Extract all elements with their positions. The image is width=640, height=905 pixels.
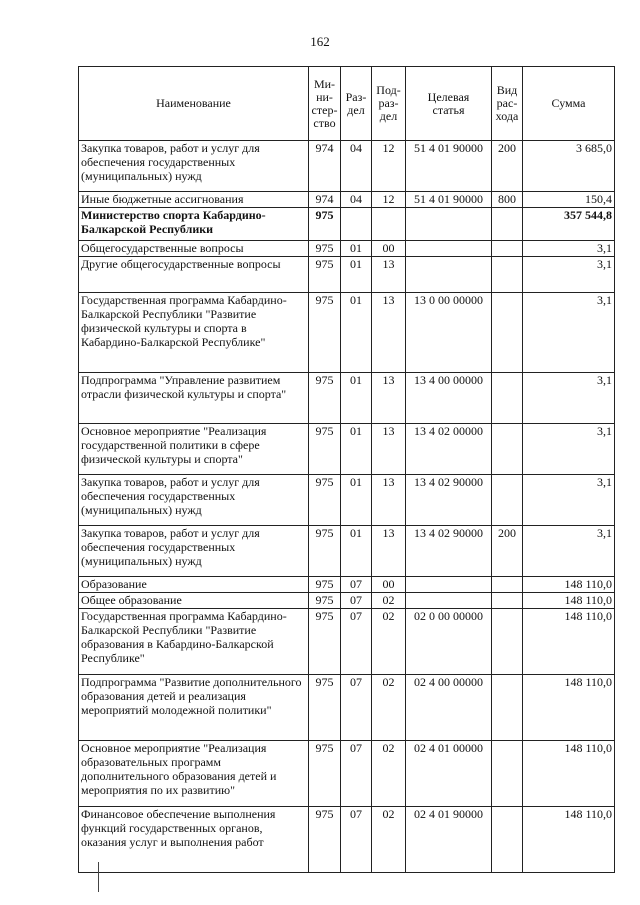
cell-target [406, 241, 492, 257]
cell-section [341, 208, 372, 241]
cell-section: 01 [341, 293, 372, 373]
header-amount: Сумма [523, 67, 615, 141]
cell-amount: 3,1 [523, 526, 615, 577]
cell-subsection: 12 [372, 192, 406, 208]
cell-target: 02 0 00 00000 [406, 609, 492, 675]
cell-ministry: 975 [309, 741, 341, 807]
cell-amount: 148 110,0 [523, 593, 615, 609]
cell-target: 13 4 02 90000 [406, 475, 492, 526]
cell-expense-type [492, 741, 523, 807]
cell-ministry: 975 [309, 373, 341, 424]
cell-ministry: 974 [309, 141, 341, 192]
cell-expense-type [492, 241, 523, 257]
cell-subsection: 02 [372, 675, 406, 741]
header-name: Наименование [79, 67, 309, 141]
cell-section: 01 [341, 257, 372, 293]
cell-amount: 150,4 [523, 192, 615, 208]
cell-expense-type [492, 577, 523, 593]
table-row [79, 475, 615, 526]
cell-subsection: 02 [372, 741, 406, 807]
cell-name: Государственная программа Кабардино-Балкарской Республики "Развитие физической культуры и спорта в Кабардино-Балкарской Республике" [79, 293, 309, 373]
cell-ministry: 975 [309, 593, 341, 609]
cell-section: 07 [341, 807, 372, 873]
table-row [79, 609, 615, 675]
cell-expense-type [492, 373, 523, 424]
cell-ministry: 975 [309, 257, 341, 293]
cell-target [406, 593, 492, 609]
cell-section: 04 [341, 192, 372, 208]
cell-expense-type: 200 [492, 141, 523, 192]
cell-subsection: 02 [372, 807, 406, 873]
cell-expense-type [492, 609, 523, 675]
cell-name: Закупка товаров, работ и услуг для обеспечения государственных (муниципальных) нужд [79, 475, 309, 526]
table-row [79, 807, 615, 873]
cell-name: Закупка товаров, работ и услуг для обеспечения государственных (муниципальных) нужд [79, 526, 309, 577]
header-subsection: Под- раз- дел [372, 67, 406, 141]
cell-subsection: 13 [372, 257, 406, 293]
cell-name: Образование [79, 577, 309, 593]
header-target: Целевая статья [406, 67, 492, 141]
cell-name: Государственная программа Кабардино-Балкарской Республики "Развитие образования в Кабардино-Балкарской Республике" [79, 609, 309, 675]
cell-ministry: 975 [309, 241, 341, 257]
table-row [79, 373, 615, 424]
cell-subsection: 13 [372, 424, 406, 475]
cell-name: Основное мероприятие "Реализация образовательных программ дополнительного образования детей и мероприятия по их развитию" [79, 741, 309, 807]
cell-ministry: 975 [309, 609, 341, 675]
cell-target [406, 257, 492, 293]
cell-amount: 148 110,0 [523, 807, 615, 873]
cell-subsection: 13 [372, 373, 406, 424]
cell-expense-type [492, 293, 523, 373]
cell-target: 13 4 02 00000 [406, 424, 492, 475]
cell-ministry: 975 [309, 807, 341, 873]
cell-amount: 3,1 [523, 424, 615, 475]
cell-section: 01 [341, 241, 372, 257]
cell-expense-type: 200 [492, 526, 523, 577]
cell-expense-type [492, 675, 523, 741]
cell-expense-type [492, 208, 523, 241]
cell-ministry: 975 [309, 526, 341, 577]
cell-section: 01 [341, 526, 372, 577]
header-row [79, 67, 615, 141]
cell-amount: 148 110,0 [523, 577, 615, 593]
cell-section: 07 [341, 741, 372, 807]
cell-name: Финансовое обеспечение выполнения функций государственных органов, оказания услуг и выполнения работ [79, 807, 309, 873]
cell-amount: 3 685,0 [523, 141, 615, 192]
cell-ministry: 974 [309, 192, 341, 208]
cell-target: 02 4 01 00000 [406, 741, 492, 807]
cell-section: 01 [341, 475, 372, 526]
table-row [79, 675, 615, 741]
cell-target: 13 4 02 90000 [406, 526, 492, 577]
cell-section: 01 [341, 424, 372, 475]
cell-expense-type: 800 [492, 192, 523, 208]
table-row [79, 424, 615, 475]
cell-ministry: 975 [309, 293, 341, 373]
cell-expense-type [492, 807, 523, 873]
cell-amount: 3,1 [523, 293, 615, 373]
cell-ministry: 975 [309, 208, 341, 241]
cell-amount: 357 544,8 [523, 208, 615, 241]
cell-expense-type [492, 475, 523, 526]
cell-subsection: 12 [372, 141, 406, 192]
cell-ministry: 975 [309, 424, 341, 475]
cell-expense-type [492, 257, 523, 293]
cell-section: 07 [341, 609, 372, 675]
table-row [79, 257, 615, 293]
cell-amount: 3,1 [523, 475, 615, 526]
table-row [79, 241, 615, 257]
cell-target: 13 4 00 00000 [406, 373, 492, 424]
page-number: 162 [310, 34, 330, 49]
cell-subsection: 00 [372, 577, 406, 593]
cell-section: 07 [341, 593, 372, 609]
table-row [79, 208, 615, 241]
table-row [79, 526, 615, 577]
cell-expense-type [492, 424, 523, 475]
cell-section: 07 [341, 577, 372, 593]
cell-section: 04 [341, 141, 372, 192]
header-ministry: Ми- ни- стер- ство [309, 67, 341, 141]
cell-subsection: 13 [372, 293, 406, 373]
cell-amount: 148 110,0 [523, 609, 615, 675]
table-row [79, 293, 615, 373]
cell-name: Основное мероприятие "Реализация государственной политики в сфере физической культуры и спорта" [79, 424, 309, 475]
cell-name: Иные бюджетные ассигнования [79, 192, 309, 208]
cell-subsection: 13 [372, 475, 406, 526]
cell-ministry: 975 [309, 675, 341, 741]
cell-subsection: 02 [372, 593, 406, 609]
cell-name: Другие общегосударственные вопросы [79, 257, 309, 293]
cell-expense-type [492, 593, 523, 609]
cell-ministry: 975 [309, 475, 341, 526]
cell-name: Подпрограмма "Развитие дополнительного образования детей и реализация мероприятий молодежной политики" [79, 675, 309, 741]
cell-subsection: 02 [372, 609, 406, 675]
table-row [79, 141, 615, 192]
cell-amount: 3,1 [523, 373, 615, 424]
cell-name: Общее образование [79, 593, 309, 609]
header-section: Раз- дел [341, 67, 372, 141]
margin-mark [98, 862, 99, 892]
cell-target [406, 577, 492, 593]
table-row [79, 593, 615, 609]
cell-ministry: 975 [309, 577, 341, 593]
table-row [79, 741, 615, 807]
cell-name: Министерство спорта Кабардино-Балкарской Республики [79, 208, 309, 241]
table-row [79, 577, 615, 593]
cell-section: 07 [341, 675, 372, 741]
cell-target [406, 208, 492, 241]
cell-subsection [372, 208, 406, 241]
cell-target: 51 4 01 90000 [406, 192, 492, 208]
cell-name: Подпрограмма "Управление развитием отрасли физической культуры и спорта" [79, 373, 309, 424]
cell-amount: 3,1 [523, 241, 615, 257]
cell-target: 02 4 01 90000 [406, 807, 492, 873]
cell-target: 02 4 00 00000 [406, 675, 492, 741]
cell-amount: 148 110,0 [523, 675, 615, 741]
cell-target: 51 4 01 90000 [406, 141, 492, 192]
cell-target: 13 0 00 00000 [406, 293, 492, 373]
cell-section: 01 [341, 373, 372, 424]
cell-name: Общегосударственные вопросы [79, 241, 309, 257]
cell-subsection: 13 [372, 526, 406, 577]
cell-subsection: 00 [372, 241, 406, 257]
cell-amount: 3,1 [523, 257, 615, 293]
cell-amount: 148 110,0 [523, 741, 615, 807]
cell-name: Закупка товаров, работ и услуг для обеспечения государственных (муниципальных) нужд [79, 141, 309, 192]
header-expense-type: Вид рас- хода [492, 67, 523, 141]
budget-table [78, 66, 615, 873]
table-row [79, 192, 615, 208]
